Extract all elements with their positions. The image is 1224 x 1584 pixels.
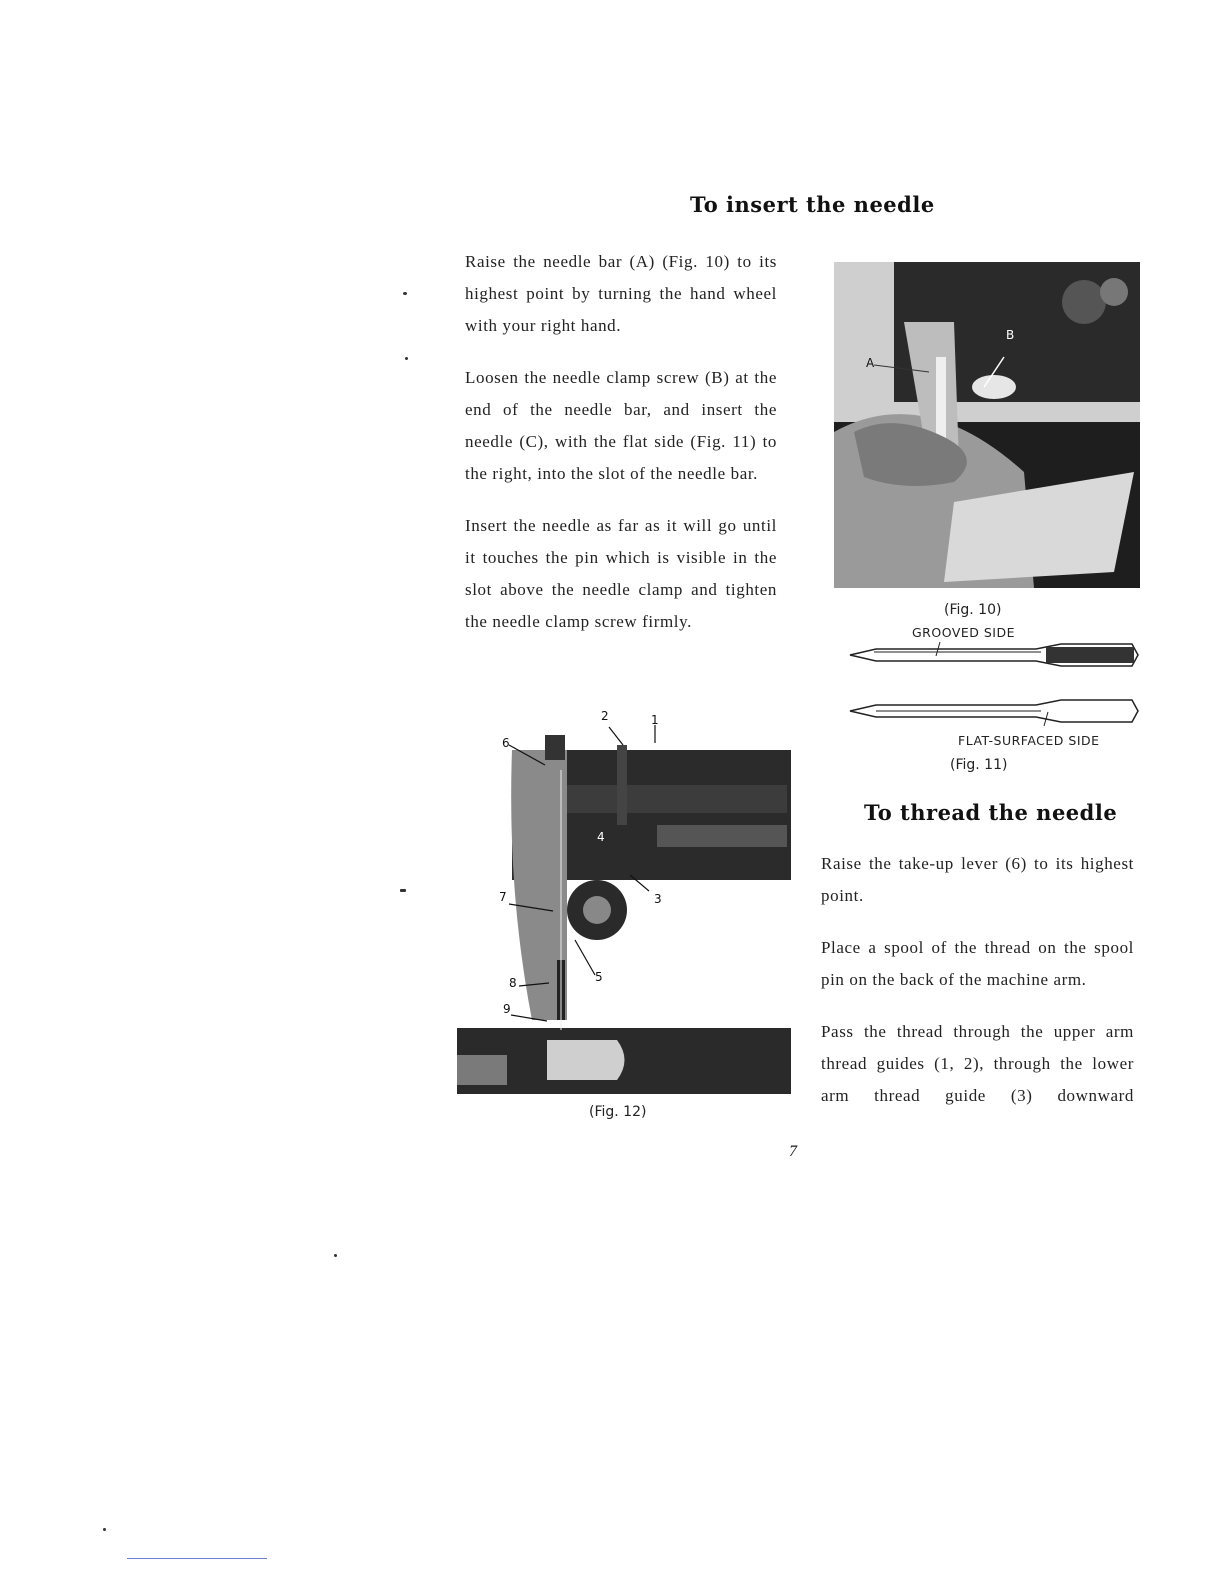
scan-mark — [403, 292, 407, 295]
insert-needle-heading: To insert the needle — [690, 192, 935, 217]
thread-instructions — [821, 848, 1134, 1112]
fig12-callout-7: 7 — [499, 890, 507, 904]
scan-mark — [103, 1528, 106, 1531]
fig12-callout-2: 2 — [601, 709, 609, 723]
insert-instructions — [465, 246, 777, 638]
thread-paragraph-3: Pass the thread through the upper arm thread guides (1, 2), through the lower arm thread guide (3) downward — [821, 1022, 1134, 1105]
fig12-callout-1: 1 — [651, 713, 659, 727]
fig10-photo — [834, 262, 1140, 588]
insert-paragraph-1: Raise the needle bar (A) (Fig. 10) to its highest point by turning the hand wheel with your right hand. — [465, 252, 777, 335]
scan-mark — [400, 889, 406, 892]
thread-needle-heading: To thread the needle — [864, 800, 1118, 825]
fig10-caption: (Fig. 10) — [944, 602, 1002, 618]
fig12-callout-8: 8 — [509, 976, 517, 990]
fig12-callout-5: 5 — [595, 970, 603, 984]
fig12-callout-4: 4 — [597, 830, 605, 844]
grooved-side-label: GROOVED SIDE — [912, 625, 1016, 640]
fig12-callout-9: 9 — [503, 1002, 511, 1016]
grooved-needle-drawing — [846, 640, 1142, 670]
flat-surfaced-side-label: FLAT-SURFACED SIDE — [958, 733, 1100, 748]
scan-mark — [405, 357, 408, 360]
fig10-label-b: B — [1006, 328, 1015, 342]
fig12-callout-3: 3 — [654, 892, 662, 906]
flat-needle-drawing — [846, 698, 1142, 728]
page-number: 7 — [789, 1143, 797, 1160]
scan-mark — [334, 1254, 337, 1257]
thread-paragraph-1: Raise the take-up lever (6) to its highest point. — [821, 854, 1134, 905]
insert-paragraph-3: Insert the needle as far as it will go until it touches the pin which is visible in the slot above the needle clamp and tighten the needle clamp screw firmly. — [465, 516, 777, 631]
insert-paragraph-2: Loosen the needle clamp screw (B) at the end of the needle bar, and insert the needle (C), with the flat side (Fig. 11) to the right, into the slot of the needle bar. — [465, 368, 777, 483]
fig12-callout-6: 6 — [502, 736, 510, 750]
fig11-caption: (Fig. 11) — [950, 757, 1008, 773]
fig10-label-a: A — [866, 356, 875, 370]
fig12-callout-arrows — [495, 715, 675, 1025]
fig10-illustration — [834, 262, 1140, 588]
fig12-caption: (Fig. 12) — [589, 1104, 647, 1120]
scan-underline — [127, 1558, 267, 1559]
thread-paragraph-2: Place a spool of the thread on the spool pin on the back of the machine arm. — [821, 938, 1134, 989]
